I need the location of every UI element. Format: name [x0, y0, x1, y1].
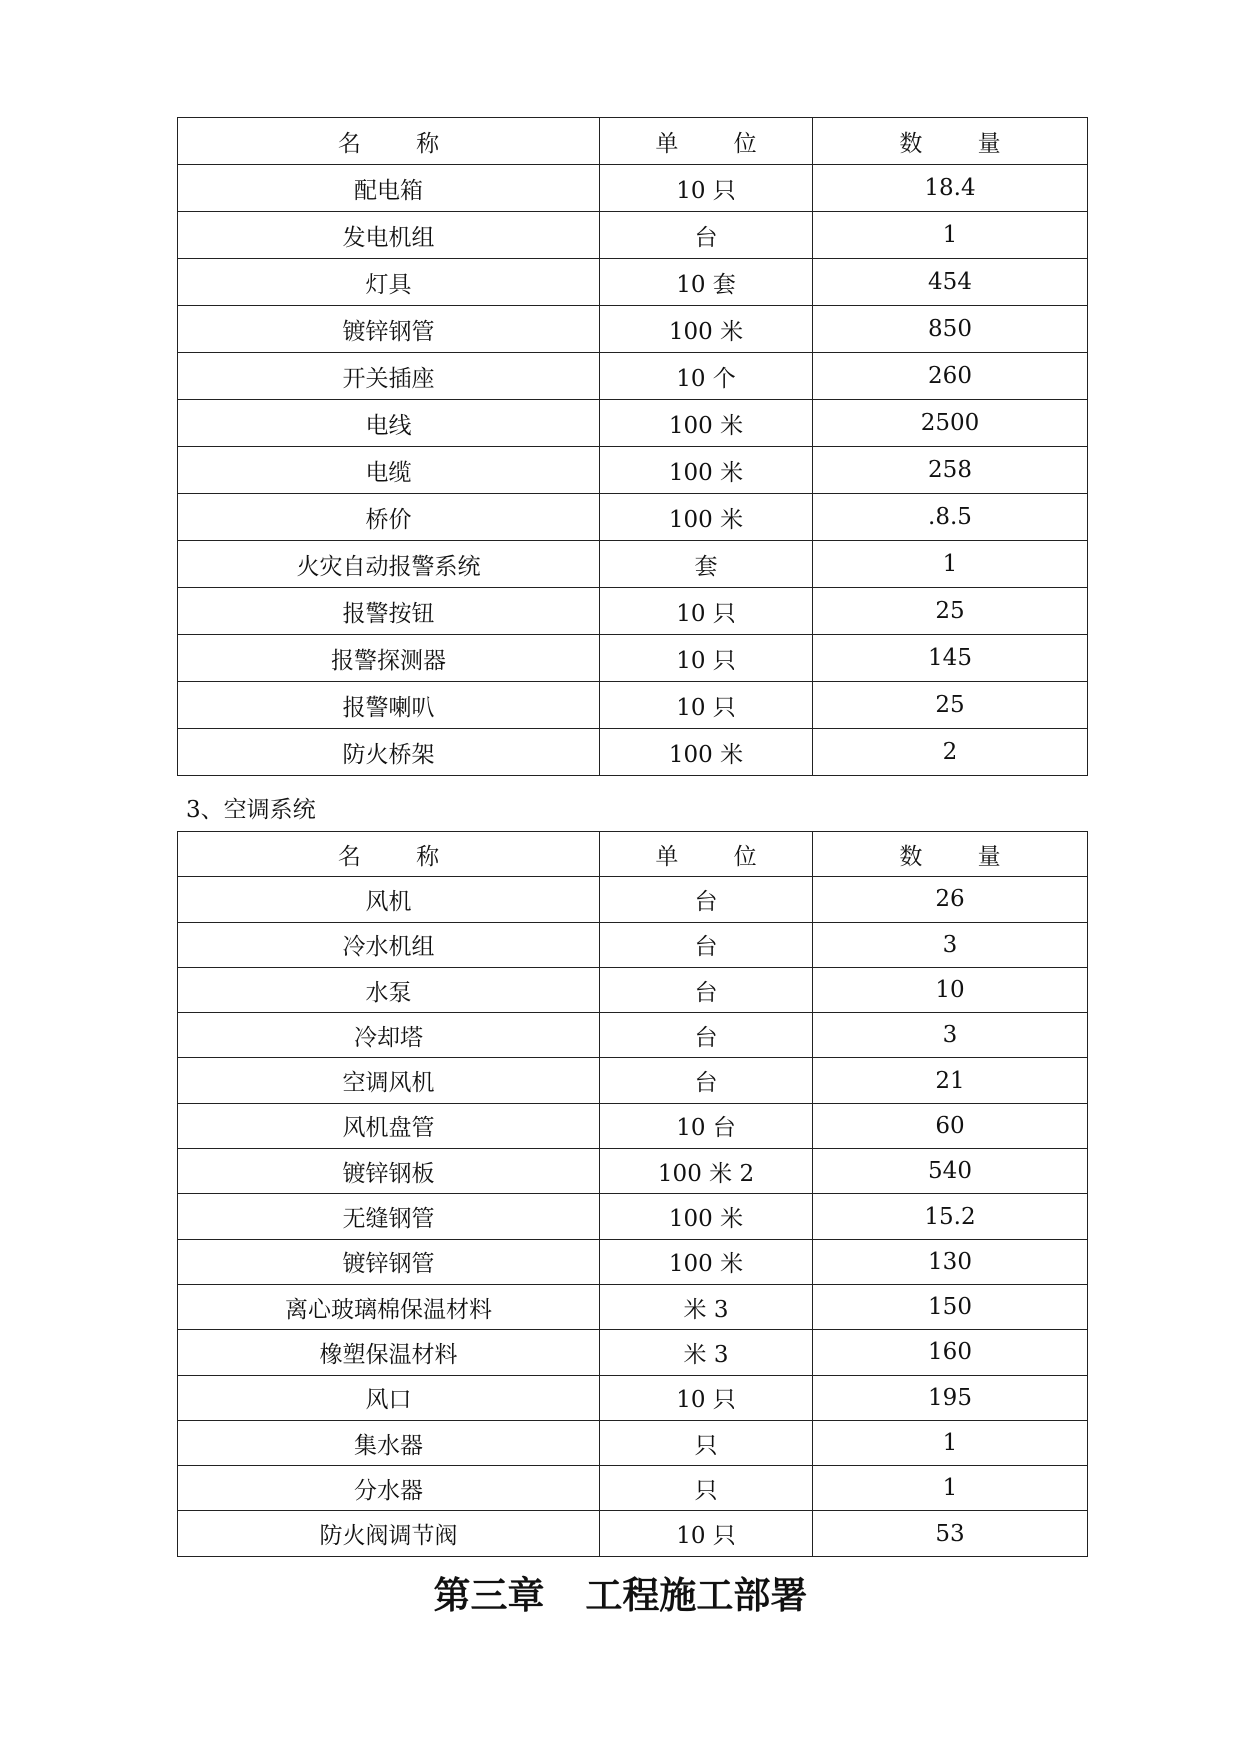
- cell-name: 镀锌钢板: [178, 1149, 600, 1194]
- cell-quantity: 260: [813, 353, 1088, 400]
- cell-unit: 100 米: [600, 1239, 813, 1284]
- table-row: [178, 1330, 1088, 1375]
- cell-name: 桥价: [178, 494, 600, 541]
- table-row: [178, 1239, 1088, 1284]
- header-quantity: 数 量: [813, 118, 1088, 165]
- table-row: [178, 1511, 1088, 1556]
- table-row: [178, 353, 1088, 400]
- cell-quantity: 60: [813, 1103, 1088, 1148]
- cell-unit: 米 3: [600, 1330, 813, 1375]
- table-row: [178, 1466, 1088, 1511]
- cell-name: 分水器: [178, 1466, 600, 1511]
- table-row: [178, 1194, 1088, 1239]
- table-row: [178, 635, 1088, 682]
- cell-quantity: 540: [813, 1149, 1088, 1194]
- table-row: [178, 1420, 1088, 1465]
- table-row: [178, 400, 1088, 447]
- cell-unit: 10 只: [600, 1511, 813, 1556]
- cell-quantity: 1: [813, 212, 1088, 259]
- cell-unit: 100 米: [600, 494, 813, 541]
- cell-unit: 10 只: [600, 635, 813, 682]
- cell-name: 冷水机组: [178, 922, 600, 967]
- table-header-row: [178, 832, 1088, 877]
- cell-unit: 台: [600, 967, 813, 1012]
- table-row: [178, 541, 1088, 588]
- cell-name: 火灾自动报警系统: [178, 541, 600, 588]
- cell-quantity: 3: [813, 922, 1088, 967]
- table-row: [178, 1149, 1088, 1194]
- cell-unit: 只: [600, 1420, 813, 1465]
- cell-quantity: 1: [813, 1420, 1088, 1465]
- cell-name: 报警按钮: [178, 588, 600, 635]
- cell-quantity: 454: [813, 259, 1088, 306]
- cell-unit: 100 米: [600, 729, 813, 776]
- table-header-row: [178, 118, 1088, 165]
- cell-name: 风口: [178, 1375, 600, 1420]
- chapter-heading: 第三章 工程施工部署: [433, 1573, 808, 1617]
- cell-unit: 10 台: [600, 1103, 813, 1148]
- cell-quantity: 150: [813, 1284, 1088, 1329]
- cell-name: 冷却塔: [178, 1013, 600, 1058]
- cell-unit: 10 只: [600, 1375, 813, 1420]
- cell-unit: 台: [600, 1013, 813, 1058]
- cell-unit: 10 只: [600, 588, 813, 635]
- cell-quantity: 26: [813, 877, 1088, 922]
- cell-name: 无缝钢管: [178, 1194, 600, 1239]
- cell-unit: 100 米: [600, 400, 813, 447]
- cell-unit: 10 只: [600, 682, 813, 729]
- cell-unit: 台: [600, 877, 813, 922]
- header-name: 名 称: [178, 832, 600, 877]
- cell-name: 防火阀调节阀: [178, 1511, 600, 1556]
- header-unit: 单 位: [600, 832, 813, 877]
- cell-quantity: 1: [813, 1466, 1088, 1511]
- cell-name: 防火桥架: [178, 729, 600, 776]
- cell-unit: 台: [600, 212, 813, 259]
- cell-unit: 10 只: [600, 165, 813, 212]
- cell-quantity: 1: [813, 541, 1088, 588]
- table-row: [178, 1375, 1088, 1420]
- cell-quantity: 130: [813, 1239, 1088, 1284]
- cell-quantity: 258: [813, 447, 1088, 494]
- cell-quantity: 2500: [813, 400, 1088, 447]
- cell-quantity: .8.5: [813, 494, 1088, 541]
- cell-unit: 100 米: [600, 1194, 813, 1239]
- cell-name: 集水器: [178, 1420, 600, 1465]
- cell-name: 电缆: [178, 447, 600, 494]
- section-caption: 3、空调系统: [186, 797, 316, 823]
- table-row: [178, 1284, 1088, 1329]
- cell-quantity: 18.4: [813, 165, 1088, 212]
- cell-unit: 10 个: [600, 353, 813, 400]
- cell-name: 空调风机: [178, 1058, 600, 1103]
- cell-quantity: 850: [813, 306, 1088, 353]
- table-row: [178, 1013, 1088, 1058]
- hvac-materials-table: [177, 831, 1088, 1557]
- cell-quantity: 53: [813, 1511, 1088, 1556]
- cell-name: 报警探测器: [178, 635, 600, 682]
- cell-unit: 只: [600, 1466, 813, 1511]
- cell-name: 镀锌钢管: [178, 306, 600, 353]
- table-row: [178, 877, 1088, 922]
- cell-unit: 10 套: [600, 259, 813, 306]
- cell-name: 开关插座: [178, 353, 600, 400]
- cell-name: 电线: [178, 400, 600, 447]
- cell-name: 风机: [178, 877, 600, 922]
- table-row: [178, 259, 1088, 306]
- cell-quantity: 195: [813, 1375, 1088, 1420]
- cell-name: 报警喇叭: [178, 682, 600, 729]
- cell-quantity: 145: [813, 635, 1088, 682]
- table-row: [178, 447, 1088, 494]
- cell-quantity: 21: [813, 1058, 1088, 1103]
- cell-quantity: 3: [813, 1013, 1088, 1058]
- cell-name: 水泵: [178, 967, 600, 1012]
- table-row: [178, 1103, 1088, 1148]
- cell-name: 风机盘管: [178, 1103, 600, 1148]
- cell-name: 离心玻璃棉保温材料: [178, 1284, 600, 1329]
- table-row: [178, 306, 1088, 353]
- table-row: [178, 165, 1088, 212]
- cell-quantity: 2: [813, 729, 1088, 776]
- cell-quantity: 15.2: [813, 1194, 1088, 1239]
- cell-name: 发电机组: [178, 212, 600, 259]
- cell-name: 配电箱: [178, 165, 600, 212]
- cell-name: 灯具: [178, 259, 600, 306]
- table-row: [178, 212, 1088, 259]
- table-row: [178, 729, 1088, 776]
- cell-name: 橡塑保温材料: [178, 1330, 600, 1375]
- cell-unit: 100 米 2: [600, 1149, 813, 1194]
- header-name: 名 称: [178, 118, 600, 165]
- table-row: [178, 922, 1088, 967]
- cell-unit: 套: [600, 541, 813, 588]
- cell-unit: 台: [600, 922, 813, 967]
- header-quantity: 数 量: [813, 832, 1088, 877]
- cell-quantity: 25: [813, 588, 1088, 635]
- table-row: [178, 1058, 1088, 1103]
- cell-quantity: 25: [813, 682, 1088, 729]
- cell-quantity: 160: [813, 1330, 1088, 1375]
- table-row: [178, 682, 1088, 729]
- cell-unit: 米 3: [600, 1284, 813, 1329]
- cell-unit: 100 米: [600, 447, 813, 494]
- table-row: [178, 494, 1088, 541]
- cell-unit: 台: [600, 1058, 813, 1103]
- cell-unit: 100 米: [600, 306, 813, 353]
- table-row: [178, 588, 1088, 635]
- cell-quantity: 10: [813, 967, 1088, 1012]
- electrical-materials-table: [177, 117, 1088, 776]
- table-row: [178, 967, 1088, 1012]
- header-unit: 单 位: [600, 118, 813, 165]
- cell-name: 镀锌钢管: [178, 1239, 600, 1284]
